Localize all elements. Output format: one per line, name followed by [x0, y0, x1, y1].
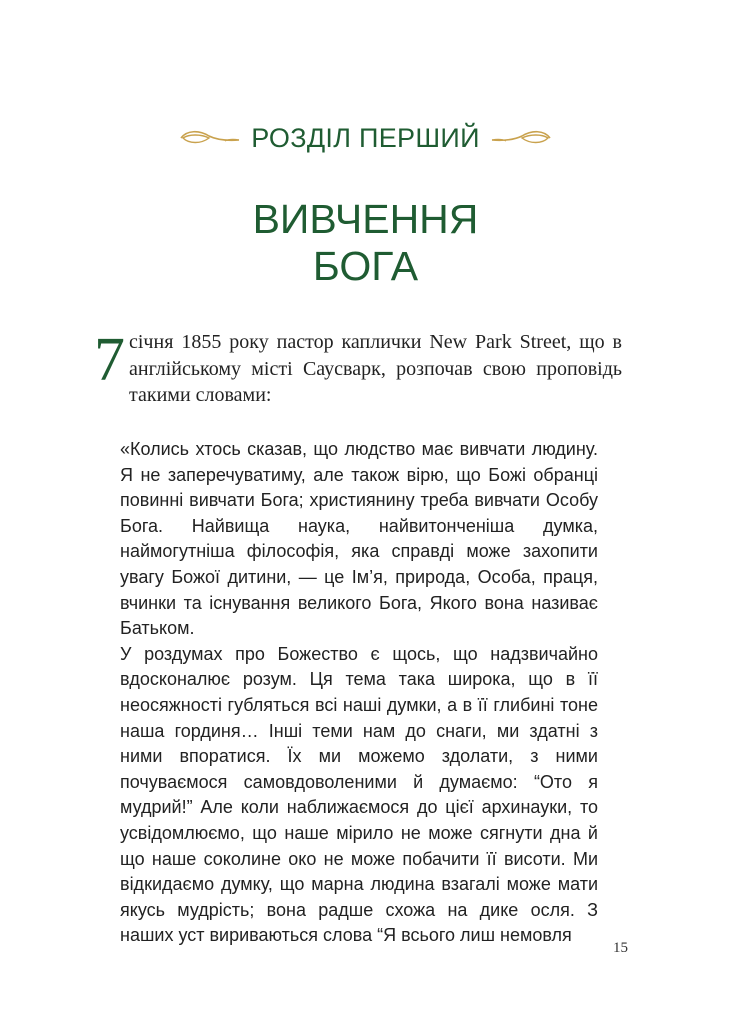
sermon-quote [120, 437, 598, 949]
intro-text: січня 1855 року пастор каплички New Park Street, що в англійському місті Саусварк, розпочав свою проповідь такими словами: [129, 331, 622, 406]
chapter-title [0, 196, 731, 290]
chapter-heading [0, 118, 731, 158]
leaf-flourish-left-icon [179, 126, 241, 150]
chapter-title-line-2: БОГА [312, 243, 419, 289]
leaf-flourish-right-icon [490, 126, 552, 150]
drop-cap: 7 [94, 326, 125, 394]
quote-paragraph-1: «Колись хтось сказав, що людство має вивчати людину. Я не заперечуватиму, але також вірю, що Божі обранці повинні вивчати Бога; християнину треба вивчати Особу Бога. Найвища наука, найвитонченіша думка, наймогутніша філософія, яка справді може захопити увагу Божої дитини, — це Ім’я, природа, Особа, праця, вчинки та існування великого Бога, Якого вона називає Батьком. [120, 439, 598, 639]
chapter-label: РОЗДІЛ ПЕРШИЙ [251, 122, 480, 153]
chapter-title-line-1: ВИВЧЕННЯ [252, 196, 479, 242]
quote-paragraph-2: У роздумах про Божество є щось, що надзвичайно вдосконалює розум. Ця тема така широка, що в її неосяжності губляться всі наші думки, а в її глибині тоне наша гординя… Інші теми нам до снаги, ми здатні з ними впоратися. Їх ми можемо здолати, з ними почуваємося самовдоволеними й думаємо: “Ото я мудрий!” Але коли наближаємося до цієї архинауки, то усвідомлюємо, що наше мірило не може сягнути дна й що наше соколине око не може побачити її висоти. Ми відкидаємо думку, що марна людина взагалі може мати якусь мудрість; вона радше схожа на дике осля. З наших уст вириваються слова “Я всього лиш немовля [120, 643, 598, 946]
intro-paragraph [94, 326, 622, 409]
page-number: 15 [613, 940, 628, 956]
